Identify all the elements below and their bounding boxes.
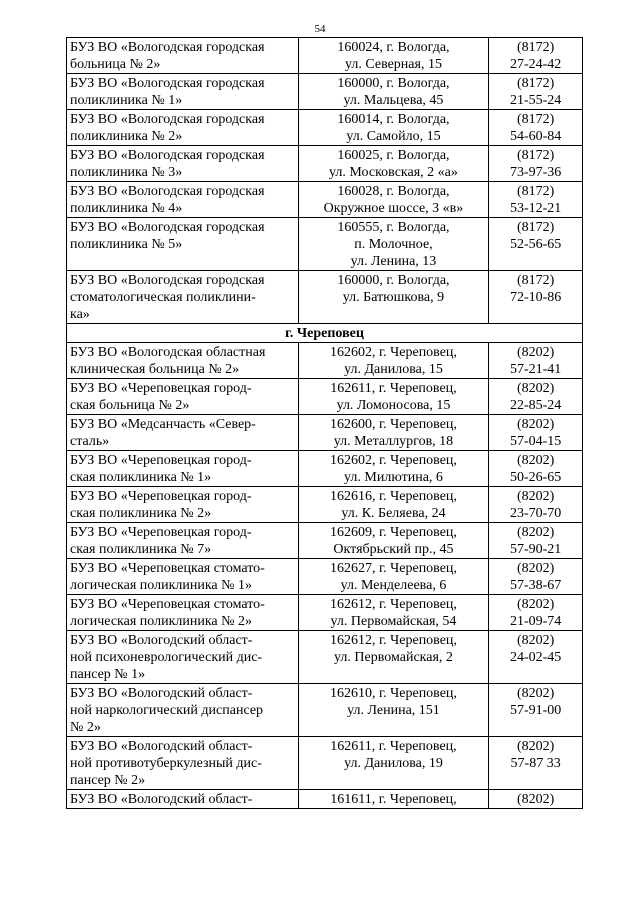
institution-name-cell [67, 379, 299, 415]
institution-name-cell [67, 684, 299, 737]
cherepovets-section [67, 343, 583, 809]
phone-cell [489, 146, 583, 182]
address-cell [298, 146, 489, 182]
address-line: 162602, г. Череповец, [330, 453, 457, 468]
address-cell [298, 631, 489, 684]
address-line: Октябрьский пр., 45 [333, 542, 454, 557]
table-row [67, 631, 583, 684]
institution-name-line: БУЗ ВО «Вологодская областная [70, 345, 266, 360]
institution-name-cell [67, 487, 299, 523]
phone-line: 23-70-70 [509, 506, 562, 521]
institution-name-cell [67, 451, 299, 487]
phone-line: (8202) [516, 739, 555, 754]
institution-name-cell [67, 595, 299, 631]
phone-line: (8172) [516, 112, 555, 127]
phone-cell [489, 790, 583, 809]
address-line: 160000, г. Вологда, [337, 76, 450, 91]
address-line: 160014, г. Вологда, [337, 112, 450, 127]
institution-name-line: БУЗ ВО «Череповецкая город- [70, 525, 252, 540]
address-line: 162610, г. Череповец, [330, 686, 457, 701]
institution-name-cell [67, 790, 299, 809]
table-row [67, 218, 583, 271]
phone-line: (8172) [516, 40, 555, 55]
address-line: ул. Самойло, 15 [346, 129, 441, 144]
table-row [67, 379, 583, 415]
institution-name-line: БУЗ ВО «Череповецкая стомато- [70, 597, 265, 612]
address-line: 162611, г. Череповец, [330, 739, 457, 754]
institution-name-line: логическая поликлиника № 1» [70, 578, 252, 593]
address-line: ул. Ленина, 151 [347, 703, 440, 718]
institution-name-line: № 2» [70, 720, 101, 735]
institution-name-line: БУЗ ВО «Вологодская городская [70, 184, 265, 199]
phone-cell [489, 631, 583, 684]
institution-name-line: БУЗ ВО «Череповецкая город- [70, 381, 252, 396]
phone-cell [489, 523, 583, 559]
phone-line: 21-55-24 [509, 93, 562, 108]
table-row [67, 182, 583, 218]
institution-name-line: БУЗ ВО «Череповецкая город- [70, 489, 252, 504]
phone-line: 22-85-24 [509, 398, 562, 413]
phone-line: (8202) [516, 597, 555, 612]
institution-name-line: БУЗ ВО «Вологодская городская [70, 273, 265, 288]
institution-name-line: БУЗ ВО «Вологодский област- [70, 633, 253, 648]
address-line: ул. Первомайская, 2 [334, 650, 453, 665]
phone-line: 50-26-65 [509, 470, 562, 485]
institution-name-line: клиническая больница № 2» [70, 362, 240, 377]
address-line: ул. Северная, 15 [344, 57, 442, 72]
table-row [67, 271, 583, 324]
institution-name-line: поликлиника № 1» [70, 93, 183, 108]
address-line: ул. Первомайская, 54 [330, 614, 457, 629]
phone-line: 53-12-21 [509, 201, 562, 216]
address-line: 162609, г. Череповец, [330, 525, 457, 540]
address-cell [298, 595, 489, 631]
address-cell [298, 684, 489, 737]
address-cell [298, 379, 489, 415]
table-row [67, 110, 583, 146]
phone-cell [489, 451, 583, 487]
address-line: 160024, г. Вологда, [337, 40, 450, 55]
address-line: ул. Данилова, 19 [344, 756, 443, 771]
phone-line: (8202) [516, 345, 555, 360]
table-row [67, 595, 583, 631]
institution-name-cell [67, 218, 299, 271]
table-row [67, 146, 583, 182]
phone-cell [489, 684, 583, 737]
institution-name-line: больница № 2» [70, 57, 161, 72]
phone-line: 72-10-86 [509, 290, 562, 305]
address-line: ул. Менделеева, 6 [340, 578, 447, 593]
vologda-section [67, 38, 583, 324]
institution-name-line: БУЗ ВО «Вологодская городская [70, 148, 265, 163]
institutions-table [66, 37, 583, 809]
institution-name-cell [67, 110, 299, 146]
address-cell [298, 182, 489, 218]
phone-line: (8202) [516, 633, 555, 648]
institution-name-line: поликлиника № 4» [70, 201, 183, 216]
table-row [67, 684, 583, 737]
table-row [67, 790, 583, 809]
phone-cell [489, 343, 583, 379]
phone-line: (8172) [516, 273, 555, 288]
institution-name-line: ной противотуберкулезный дис- [70, 756, 262, 771]
address-line: 162627, г. Череповец, [330, 561, 457, 576]
phone-line: 57-87 33 [510, 756, 561, 771]
phone-cell [489, 110, 583, 146]
institution-name-line: поликлиника № 2» [70, 129, 183, 144]
institution-name-cell [67, 343, 299, 379]
table-row [67, 343, 583, 379]
phone-line: 21-09-74 [509, 614, 562, 629]
institution-name-line: ская больница № 2» [70, 398, 190, 413]
address-line: ул. Московская, 2 «а» [329, 165, 458, 180]
institution-name-line: БУЗ ВО «Череповецкая город- [70, 453, 252, 468]
institution-name-line: ская поликлиника № 1» [70, 470, 212, 485]
phone-line: 57-21-41 [509, 362, 562, 377]
institution-name-line: ной наркологический диспансер [70, 703, 264, 718]
address-cell [298, 559, 489, 595]
address-line: ул. Милютина, 6 [344, 470, 443, 485]
institution-name-line: сталь» [70, 434, 110, 449]
address-cell [298, 451, 489, 487]
address-line: ул. Данилова, 15 [344, 362, 443, 377]
phone-line: (8202) [516, 417, 555, 432]
institution-name-line: ская поликлиника № 7» [70, 542, 212, 557]
address-line: ул. Батюшкова, 9 [342, 290, 445, 305]
phone-line: 52-56-65 [509, 237, 562, 252]
phone-line: (8172) [516, 184, 555, 199]
phone-cell [489, 271, 583, 324]
address-cell [298, 74, 489, 110]
institution-name-line: пансер № 1» [70, 667, 146, 682]
table-row [67, 38, 583, 74]
phone-line: (8172) [516, 148, 555, 163]
phone-cell [489, 379, 583, 415]
address-line: ул. Ленина, 13 [350, 254, 437, 269]
institution-name-cell [67, 271, 299, 324]
city-heading-row [67, 324, 583, 343]
address-line: 162600, г. Череповец, [330, 417, 457, 432]
address-line: Окружное шоссе, 3 «в» [323, 201, 464, 216]
phone-line: 57-04-15 [509, 434, 562, 449]
address-cell [298, 737, 489, 790]
institution-name-line: БУЗ ВО «Череповецкая стомато- [70, 561, 265, 576]
address-cell [298, 38, 489, 74]
address-line: 162602, г. Череповец, [330, 345, 457, 360]
phone-cell [489, 487, 583, 523]
address-line: 162612, г. Череповец, [330, 597, 457, 612]
phone-line: 57-38-67 [509, 578, 562, 593]
phone-cell [489, 182, 583, 218]
institution-name-line: поликлиника № 3» [70, 165, 183, 180]
phone-cell [489, 38, 583, 74]
table-row [67, 737, 583, 790]
address-cell [298, 415, 489, 451]
institution-name-cell [67, 38, 299, 74]
institution-name-line: БУЗ ВО «Вологодская городская [70, 220, 265, 235]
phone-cell [489, 559, 583, 595]
institution-name-cell [67, 737, 299, 790]
table-row [67, 523, 583, 559]
phone-line: (8202) [516, 489, 555, 504]
address-line: 161611, г. Череповец, [330, 792, 457, 807]
institution-name-line: ская поликлиника № 2» [70, 506, 212, 521]
address-line: 160025, г. Вологда, [337, 148, 450, 163]
address-line: ул. Металлургов, 18 [333, 434, 454, 449]
address-line: 160000, г. Вологда, [337, 273, 450, 288]
address-line: 162611, г. Череповец, [330, 381, 457, 396]
phone-cell [489, 74, 583, 110]
phone-line: 57-90-21 [509, 542, 562, 557]
address-line: 162616, г. Череповец, [330, 489, 457, 504]
phone-line: (8202) [516, 686, 555, 701]
address-cell [298, 110, 489, 146]
address-line: 160028, г. Вологда, [337, 184, 450, 199]
institution-name-cell [67, 631, 299, 684]
table-row [67, 74, 583, 110]
address-cell [298, 790, 489, 809]
institution-name-line: БУЗ ВО «Вологодская городская [70, 76, 265, 91]
phone-line: (8202) [516, 525, 555, 540]
table-row [67, 415, 583, 451]
phone-line: (8202) [516, 453, 555, 468]
phone-line: (8202) [516, 792, 555, 807]
institution-name-line: БУЗ ВО «Медсанчасть «Север- [70, 417, 256, 432]
phone-cell [489, 595, 583, 631]
address-line: 162612, г. Череповец, [330, 633, 457, 648]
institution-name-cell [67, 74, 299, 110]
address-line: п. Молочное, [354, 237, 433, 252]
phone-line: 27-24-42 [509, 57, 562, 72]
address-cell [298, 271, 489, 324]
institution-name-line: БУЗ ВО «Вологодский област- [70, 739, 253, 754]
phone-line: 24-02-45 [509, 650, 562, 665]
institution-name-line: БУЗ ВО «Вологодская городская [70, 40, 265, 55]
phone-line: (8202) [516, 561, 555, 576]
table-row [67, 487, 583, 523]
institution-name-cell [67, 415, 299, 451]
institution-name-cell [67, 559, 299, 595]
institution-name-line: поликлиника № 5» [70, 237, 183, 252]
institution-name-line: логическая поликлиника № 2» [70, 614, 252, 629]
address-cell [298, 218, 489, 271]
address-line: 160555, г. Вологда, [337, 220, 450, 235]
address-cell [298, 523, 489, 559]
phone-cell [489, 415, 583, 451]
city-heading: г. Череповец [67, 324, 583, 343]
table-row [67, 451, 583, 487]
institution-name-cell [67, 182, 299, 218]
phone-cell [489, 737, 583, 790]
institution-name-cell [67, 146, 299, 182]
address-line: ул. Ломоносова, 15 [336, 398, 451, 413]
institution-name-line: БУЗ ВО «Вологодский област- [70, 792, 253, 807]
institution-name-line: пансер № 2» [70, 773, 146, 788]
page-number: 54 [314, 23, 326, 35]
phone-line: (8172) [516, 220, 555, 235]
institution-name-line: ка» [70, 307, 90, 322]
phone-line: (8202) [516, 381, 555, 396]
city-heading-section [67, 324, 583, 343]
phone-line: 54-60-84 [509, 129, 562, 144]
phone-line: 57-91-00 [509, 703, 562, 718]
address-line: ул. Мальцева, 45 [343, 93, 444, 108]
institution-name-line: стоматологическая поликлини- [70, 290, 256, 305]
institution-name-line: БУЗ ВО «Вологодский област- [70, 686, 253, 701]
address-line: ул. К. Беляева, 24 [341, 506, 446, 521]
address-cell [298, 487, 489, 523]
institution-name-cell [67, 523, 299, 559]
table-row [67, 559, 583, 595]
institution-name-line: БУЗ ВО «Вологодская городская [70, 112, 265, 127]
address-cell [298, 343, 489, 379]
institution-name-line: ной психоневрологический дис- [70, 650, 263, 665]
phone-cell [489, 218, 583, 271]
phone-line: 73-97-36 [509, 165, 562, 180]
phone-line: (8172) [516, 76, 555, 91]
